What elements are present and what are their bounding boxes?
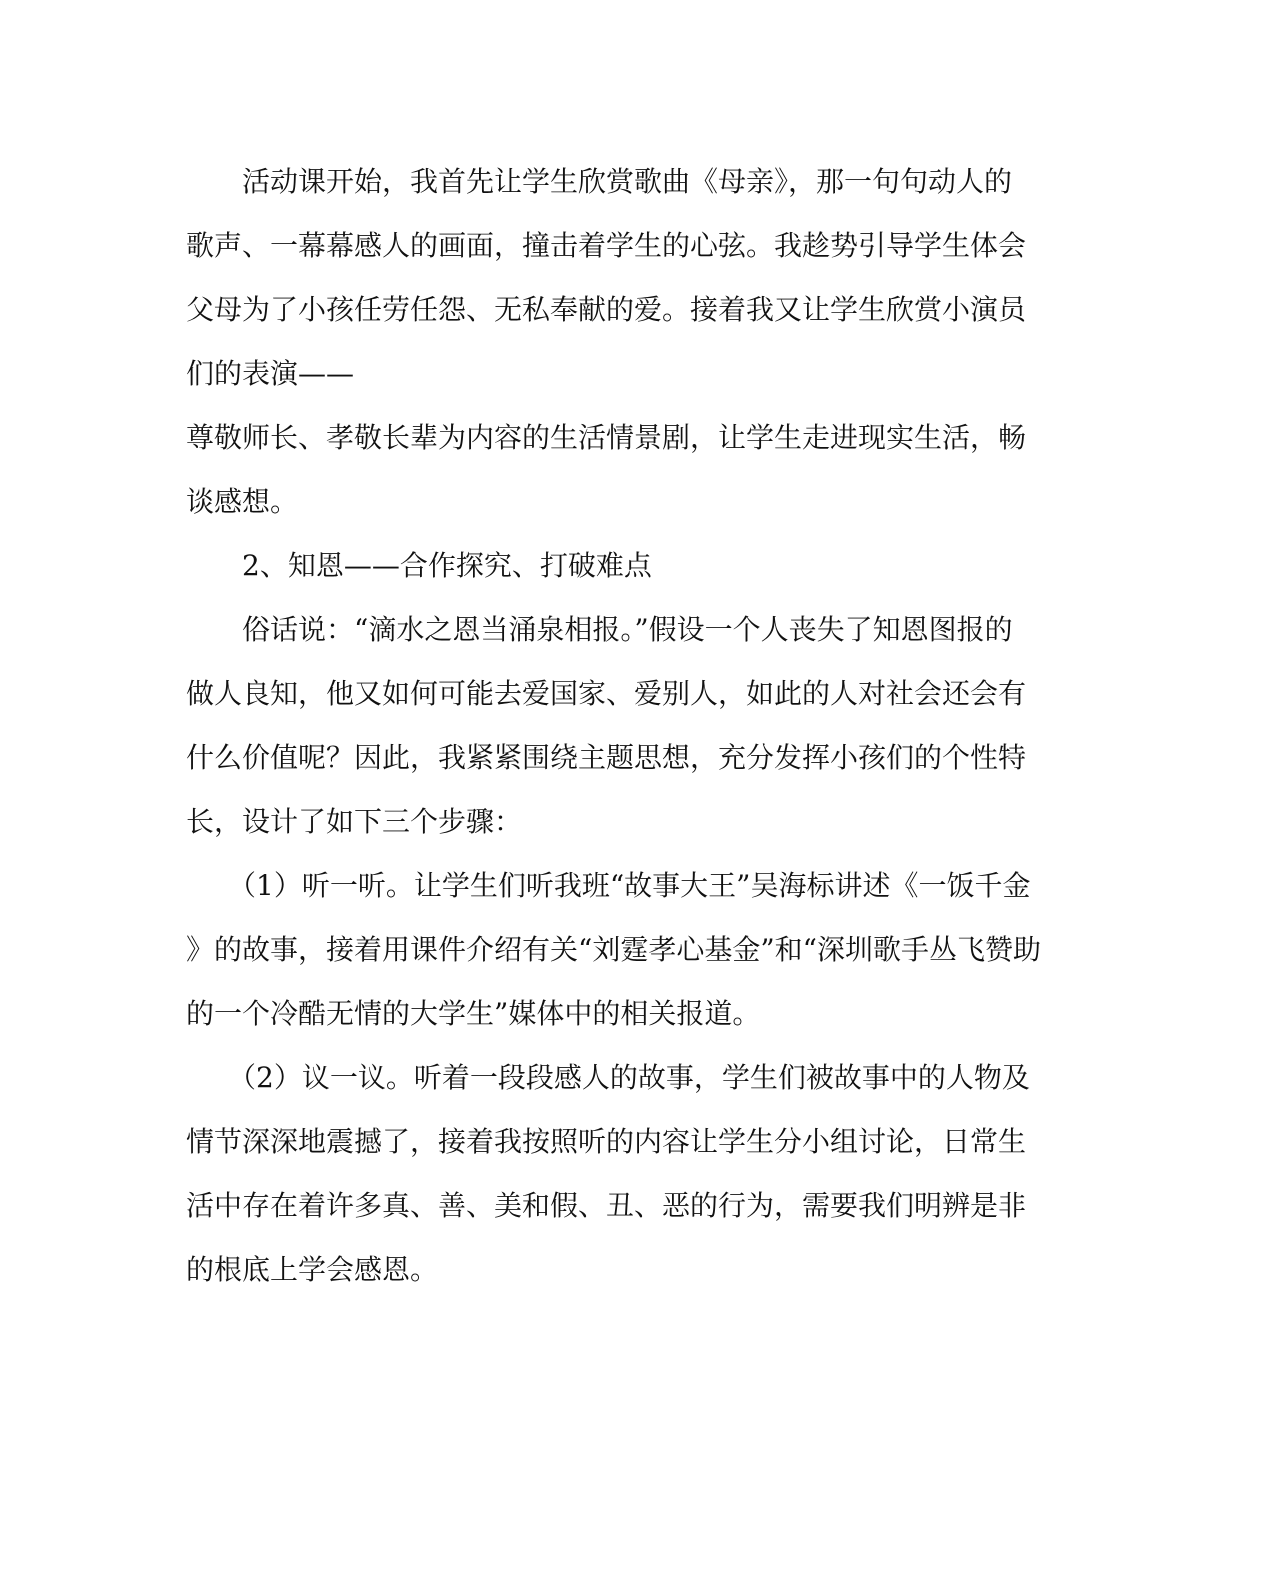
text-line: 们的表演—— (186, 357, 355, 390)
text-line: （2）议一议。听着一段段感人的故事，学生们被故事中的人物及 (186, 1061, 1030, 1094)
text-line: 活动课开始，我首先让学生欣赏歌曲《母亲》，那一句句动人的 (186, 165, 1013, 198)
text-line: 谈感想。 (186, 485, 299, 518)
text-line: 长，设计了如下三个步骤： (186, 805, 523, 838)
section-heading: 2、知恩——合作探究、打破难点 (186, 549, 652, 582)
text-line: 做人良知，他又如何可能去爱国家、爱别人，如此的人对社会还会有 (186, 677, 1027, 710)
text-line: 什么价值呢？因此，我紧紧围绕主题思想，充分发挥小孩们的个性特 (186, 741, 1027, 774)
text-line: 》的故事，接着用课件介绍有关“刘霆孝心基金”和“深圳歌手丛飞赞助 (186, 933, 1041, 966)
text-line: 尊敬师长、孝敬长辈为内容的生活情景剧，让学生走进现实生活，畅 (186, 421, 1027, 454)
text-line: 的根底上学会感恩。 (186, 1253, 439, 1286)
text-line: 情节深深地震撼了，接着我按照听的内容让学生分小组讨论，日常生 (186, 1125, 1027, 1158)
text-line: 的一个冷酷无情的大学生”媒体中的相关报道。 (186, 997, 761, 1030)
text-line: 俗话说：“滴水之恩当涌泉相报。”假设一个人丧失了知恩图报的 (186, 613, 1013, 646)
text-line: 父母为了小孩任劳任怨、无私奉献的爱。接着我又让学生欣赏小演员 (186, 293, 1027, 326)
text-line: 活中存在着许多真、善、美和假、丑、恶的行为，需要我们明辨是非 (186, 1189, 1027, 1222)
text-line: 歌声、一幕幕感人的画面，撞击着学生的心弦。我趁势引导学生体会 (186, 229, 1027, 262)
body-text (186, 150, 1076, 1302)
text-line: （1）听一听。让学生们听我班“故事大王”吴海标讲述《一饭千金 (186, 869, 1031, 902)
